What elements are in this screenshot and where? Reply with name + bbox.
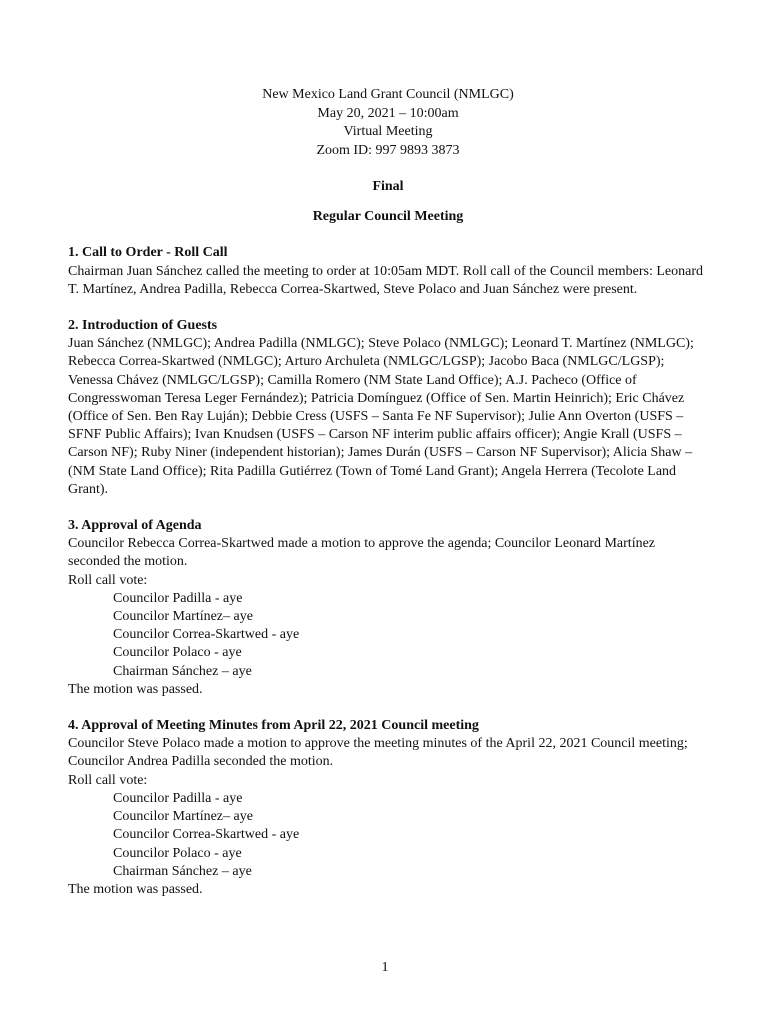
section-body: Chairman Juan Sánchez called the meeting to order at 10:05am MDT. Roll call of the Council members: Leonard T. Martínez, Andrea Padilla, Rebecca Correa-Skartwed, Steve Polaco and Juan Sánchez were present. <box>68 263 703 297</box>
org-name: New Mexico Land Grant Council (NMLGC) <box>262 87 514 102</box>
vote-item: Councilor Martínez– aye <box>113 809 253 825</box>
vote-item: Chairman Sánchez – aye <box>113 863 252 879</box>
roll-call-label: Roll call vote: <box>68 772 148 788</box>
motion-result: The motion was passed. <box>68 681 203 697</box>
meeting-title: Regular Council Meeting <box>312 209 464 225</box>
meeting-type: Virtual Meeting <box>343 124 433 139</box>
meeting-date: May 20, 2021 – 10:00am <box>317 105 459 121</box>
document-status: Final <box>372 179 404 194</box>
vote-item: Chairman Sánchez – aye <box>113 663 252 679</box>
zoom-id: Zoom ID: 997 9893 3873 <box>316 142 460 158</box>
vote-item: Councilor Polaco - aye <box>113 645 242 661</box>
vote-item: Councilor Padilla - aye <box>113 590 243 606</box>
document-page <box>68 86 708 899</box>
section-title: 2. Introduction of Guests <box>68 318 218 334</box>
vote-item: Councilor Padilla - aye <box>113 790 243 806</box>
motion-result: The motion was passed. <box>68 881 203 897</box>
roll-call-label: Roll call vote: <box>68 572 148 588</box>
vote-item: Councilor Correa-Skartwed - aye <box>113 627 300 643</box>
vote-list <box>68 590 708 681</box>
vote-list <box>68 790 708 881</box>
section-title: 4. Approval of Meeting Minutes from April 22, 2021 Council meeting <box>68 718 479 734</box>
vote-item: Councilor Martínez– aye <box>113 609 253 625</box>
section-approval-of-agenda <box>68 517 708 699</box>
page-number: 1 <box>381 960 389 975</box>
vote-item: Councilor Correa-Skartwed - aye <box>113 827 300 843</box>
section-title: 1. Call to Order - Roll Call <box>68 245 228 261</box>
section-approval-of-minutes <box>68 717 708 899</box>
document-header <box>68 86 708 160</box>
vote-item: Councilor Polaco - aye <box>113 845 242 861</box>
section-body: Councilor Rebecca Correa-Skartwed made a motion to approve the agenda; Councilor Leonard Martínez seconded the motion. <box>68 536 656 570</box>
section-call-to-order <box>68 244 708 299</box>
section-body: Councilor Steve Polaco made a motion to approve the meeting minutes of the April 22, 2021 Council meeting; Councilor Andrea Padilla seconded the motion. <box>68 736 688 770</box>
section-body: Juan Sánchez (NMLGC); Andrea Padilla (NMLGC); Steve Polaco (NMLGC); Leonard T. Martínez (NMLGC); Rebecca Correa-Skartwed (NMLGC); Arturo Archuleta (NMLGC/LGSP); Jacobo Baca (NMLGC/LGSP); Venessa Chávez (NMLGC/LGSP); Camilla Romero (NM State Land Office); A.J. Pacheco (Office of Congresswoman Teresa Leger Fernández); Patricia Domínguez (Office of Sen. Martin Heinrich); Eric Chávez (Office of Sen. Ben Ray Luján); Debbie Cress (USFS – Santa Fe NF Supervisor); Julie Ann Overton (USFS – SFNF Public Affairs); Ivan Knudsen (USFS – Carson NF interim public affairs officer); Angie Krall (USFS – Carson NF); Ruby Niner (independent historian); James Durán (USFS – Carson NF Supervisor); Alicia Shaw – (NM State Land Office); Rita Padilla Gutiérrez (Town of Tomé Land Grant); Angela Herrera (Tecolote Land Grant). <box>68 336 694 497</box>
section-title: 3. Approval of Agenda <box>68 518 202 534</box>
section-introduction-of-guests <box>68 317 708 499</box>
